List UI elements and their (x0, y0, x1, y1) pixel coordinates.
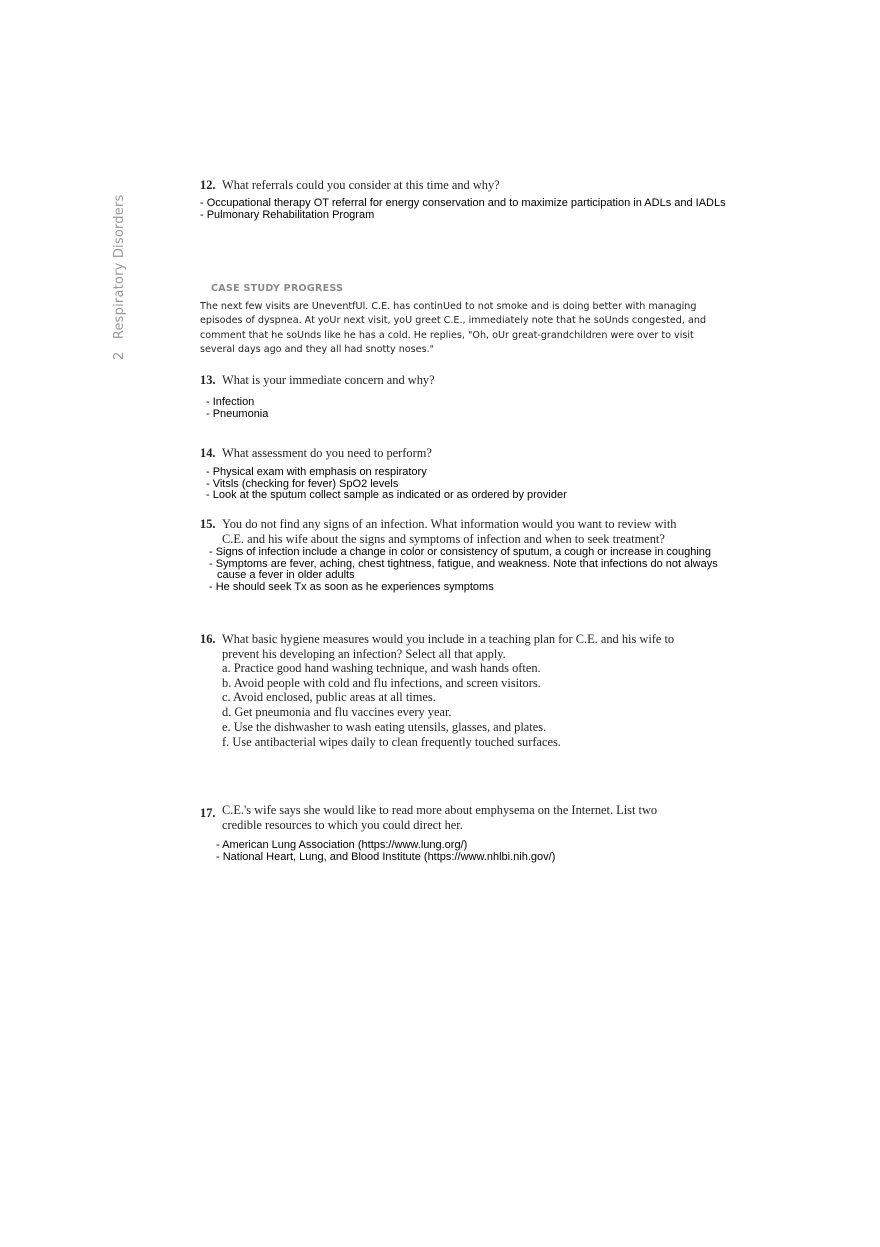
question-13 (200, 373, 680, 388)
chapter-number: 2 (112, 351, 127, 360)
question-17 (200, 803, 720, 832)
answer-line: - Pneumonia (206, 407, 269, 420)
question-text-line-2: C.E. and his wife about the signs and symptoms of infection and when to seek treatment? (222, 531, 665, 546)
question-text-line-1: C.E.'s wife says she would like to read more about emphysema on the Internet. List two (222, 803, 658, 817)
case-study-line: episodes of dyspnea. At yoUr next visit, yoU greet C.E., immediately note that he soUnds congested, and (200, 315, 707, 327)
answer-options-16 (222, 661, 561, 749)
case-study-line: comment that he soUnds like he has a cold. He replies, "Oh, oUr great-grandchildren were over to visit (200, 329, 694, 341)
question-number: 16. (200, 632, 216, 646)
option-d[interactable]: d. Get pneumonia and flu vaccines every year. (222, 705, 452, 720)
answer-line: - Occupational therapy OT referral for energy conservation and to maximize participation in ADLs and IADLs (200, 197, 726, 209)
question-number: 13. (200, 373, 216, 387)
answer-line: cause a fever in older adults (217, 569, 355, 582)
question-text: What referrals could you consider at this time and why? (222, 178, 500, 192)
answer-line: - American Lung Association (https://www.lung.org/) (216, 839, 468, 851)
answer-line: - Signs of infection include a change in color or consistency of sputum, a cough or increase in coughing (209, 546, 712, 558)
answer-13[interactable] (206, 397, 268, 420)
question-text-line-1: You do not find any signs of an infection. What information would you want to review with (222, 517, 677, 531)
question-12 (200, 178, 680, 193)
option-f[interactable]: f. Use antibacterial wipes daily to clean frequently touched surfaces. (222, 734, 561, 749)
option-e[interactable]: e. Use the dishwasher to wash eating utensils, glasses, and plates. (222, 719, 547, 734)
answer-line: - Symptoms are fever, aching, chest tightness, fatigue, and weakness. Note that infections do not always (209, 557, 718, 570)
chapter-title: Respiratory Disorders (112, 194, 127, 340)
answer-line: - Pulmonary Rehabilitation Program (200, 208, 375, 221)
question-16 (200, 632, 720, 661)
answer-line: - Look at the sputum collect sample as indicated or as ordered by provider (206, 489, 567, 502)
case-study-line: The next few visits are UneventfUl. C.E. has continUed to not smoke and is doing better with managing (200, 301, 697, 312)
answer-line: - Infection (206, 396, 255, 408)
question-text-line-2: credible resources to which you could direct her. (222, 817, 463, 832)
question-text: What assessment do you need to perform? (222, 446, 432, 460)
question-text-line-2: prevent his developing an infection? Select all that apply. (222, 646, 506, 661)
question-15 (200, 517, 720, 546)
chapter-side-label (112, 194, 127, 360)
answer-line: - National Heart, Lung, and Blood Institute (https://www.nhlbi.nih.gov/) (216, 850, 556, 863)
option-c[interactable]: c. Avoid enclosed, public areas at all times. (222, 690, 436, 705)
case-study-line: several days ago and they all had snotty noses." (200, 344, 435, 356)
option-a[interactable]: a. Practice good hand washing technique, and wash hands often. (222, 661, 541, 675)
option-b[interactable]: b. Avoid people with cold and flu infections, and screen visitors. (222, 675, 541, 690)
question-number: 15. (200, 517, 216, 531)
answer-line: - Vitsls (checking for fever) SpO2 levels (206, 477, 399, 490)
answer-17[interactable] (216, 840, 555, 863)
answer-15[interactable] (209, 547, 718, 593)
answer-line: - He should seek Tx as soon as he experiences symptoms (209, 580, 494, 593)
answer-12[interactable] (200, 198, 726, 221)
question-number: 17. (200, 806, 216, 820)
question-number: 14. (200, 446, 216, 460)
case-study-heading: CASE STUDY PROGRESS (211, 283, 344, 294)
case-study-text (200, 300, 707, 358)
question-14 (200, 446, 680, 461)
answer-14[interactable] (206, 467, 567, 502)
answer-line: - Physical exam with emphasis on respiratory (206, 466, 427, 478)
question-text-line-1: What basic hygiene measures would you include in a teaching plan for C.E. and his wife to (222, 632, 675, 646)
question-text: What is your immediate concern and why? (222, 373, 435, 387)
question-number: 12. (200, 178, 216, 192)
